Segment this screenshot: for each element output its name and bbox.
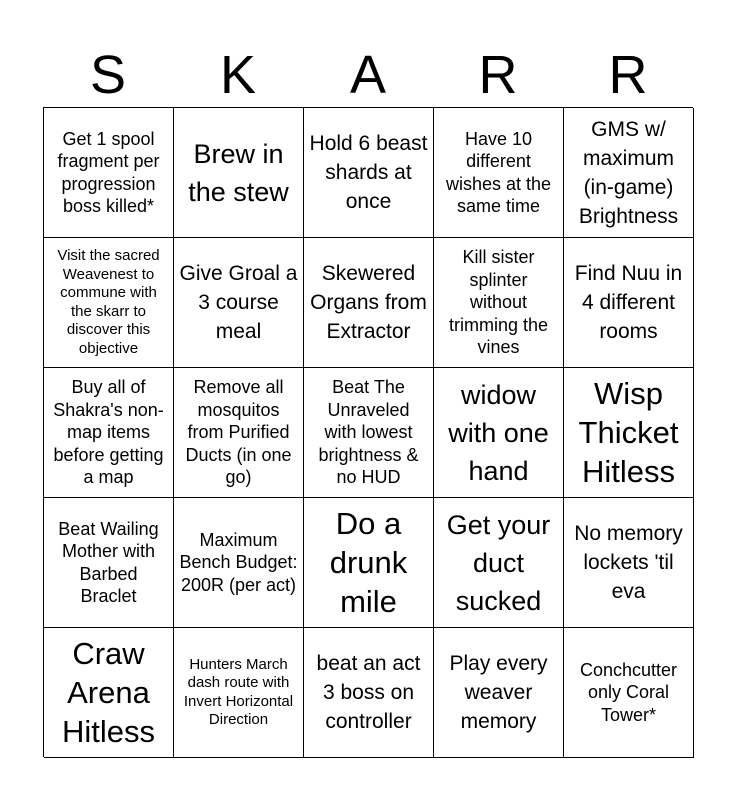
cell-text: Craw Arena Hitless: [61, 636, 155, 749]
cell-text: Do a drunk mile: [329, 506, 408, 619]
cell-text: Wisp Thicket Hitless: [578, 376, 679, 489]
bingo-cell[interactable]: [564, 368, 694, 498]
cell-text: Find Nuu in 4 different rooms: [574, 262, 683, 343]
cell-text: Visit the sacred Weavenest to commune with the skarr to discover this objective: [57, 247, 160, 357]
cell-text: Skewered Organs from Extractor: [310, 262, 427, 343]
cell-text: Get 1 spool fragment per progression boss killed*: [57, 128, 160, 216]
cell-text: GMS w/ maximum (in-game) Brightness: [578, 117, 679, 228]
cell-text: Maximum Bench Budget: 200R (per act): [179, 529, 298, 595]
bingo-cell[interactable]: [564, 628, 694, 758]
cell-text: Give Groal a 3 course meal: [179, 262, 298, 343]
bingo-cell[interactable]: [174, 238, 304, 368]
bingo-cell[interactable]: [564, 108, 694, 238]
bingo-cell[interactable]: [304, 368, 434, 498]
cell-text: Hunters March dash route with Invert Horizontal Direction: [183, 655, 294, 728]
bingo-cell[interactable]: [434, 498, 564, 628]
bingo-cell[interactable]: [174, 108, 304, 238]
bingo-cell[interactable]: [304, 108, 434, 238]
cell-text: Have 10 different wishes at the same time: [445, 128, 552, 216]
bingo-cell[interactable]: [174, 368, 304, 498]
header-letter-a: A: [349, 45, 387, 105]
bingo-cell[interactable]: [44, 238, 174, 368]
bingo-cell[interactable]: [44, 498, 174, 628]
bingo-board: [43, 107, 693, 757]
bingo-cell[interactable]: [434, 108, 564, 238]
header-letter-r-2: R: [608, 45, 648, 105]
bingo-cell[interactable]: [174, 628, 304, 758]
bingo-cell[interactable]: [564, 238, 694, 368]
bingo-cell[interactable]: [564, 498, 694, 628]
header-letter-r: R: [478, 45, 518, 105]
bingo-cell[interactable]: [434, 238, 564, 368]
cell-text: No memory lockets 'til eva: [574, 522, 683, 603]
header-letter-k: K: [219, 45, 257, 105]
bingo-cell[interactable]: [434, 368, 564, 498]
cell-text: Remove all mosquitos from Purified Ducts (in one go): [185, 377, 292, 488]
bingo-cell[interactable]: [44, 628, 174, 758]
bingo-cell[interactable]: [44, 368, 174, 498]
cell-text: Kill sister splinter without trimming the vines: [448, 247, 549, 358]
cell-text: Get your duct sucked: [446, 509, 551, 616]
cell-text: Beat The Unraveled with lowest brightness & no HUD: [318, 377, 419, 488]
cell-text: Beat Wailing Mother with Barbed Braclet: [58, 518, 159, 606]
cell-text: beat an act 3 boss on controller: [316, 652, 421, 733]
bingo-cell[interactable]: [304, 628, 434, 758]
cell-text: Brew in the stew: [188, 138, 289, 207]
bingo-cell[interactable]: [44, 108, 174, 238]
cell-text: Hold 6 beast shards at once: [309, 132, 428, 213]
header-letter-s: S: [89, 45, 127, 105]
bingo-header: [43, 44, 693, 106]
cell-text: Buy all of Shakra's non-map items before getting a map: [53, 377, 164, 488]
bingo-cell[interactable]: [434, 628, 564, 758]
bingo-cell[interactable]: [304, 238, 434, 368]
cell-text: Play every weaver memory: [449, 652, 548, 733]
cell-text: widow with one hand: [448, 379, 549, 486]
bingo-cell[interactable]: [174, 498, 304, 628]
bingo-cell[interactable]: [304, 498, 434, 628]
cell-text: Conchcutter only Coral Tower*: [579, 659, 678, 725]
